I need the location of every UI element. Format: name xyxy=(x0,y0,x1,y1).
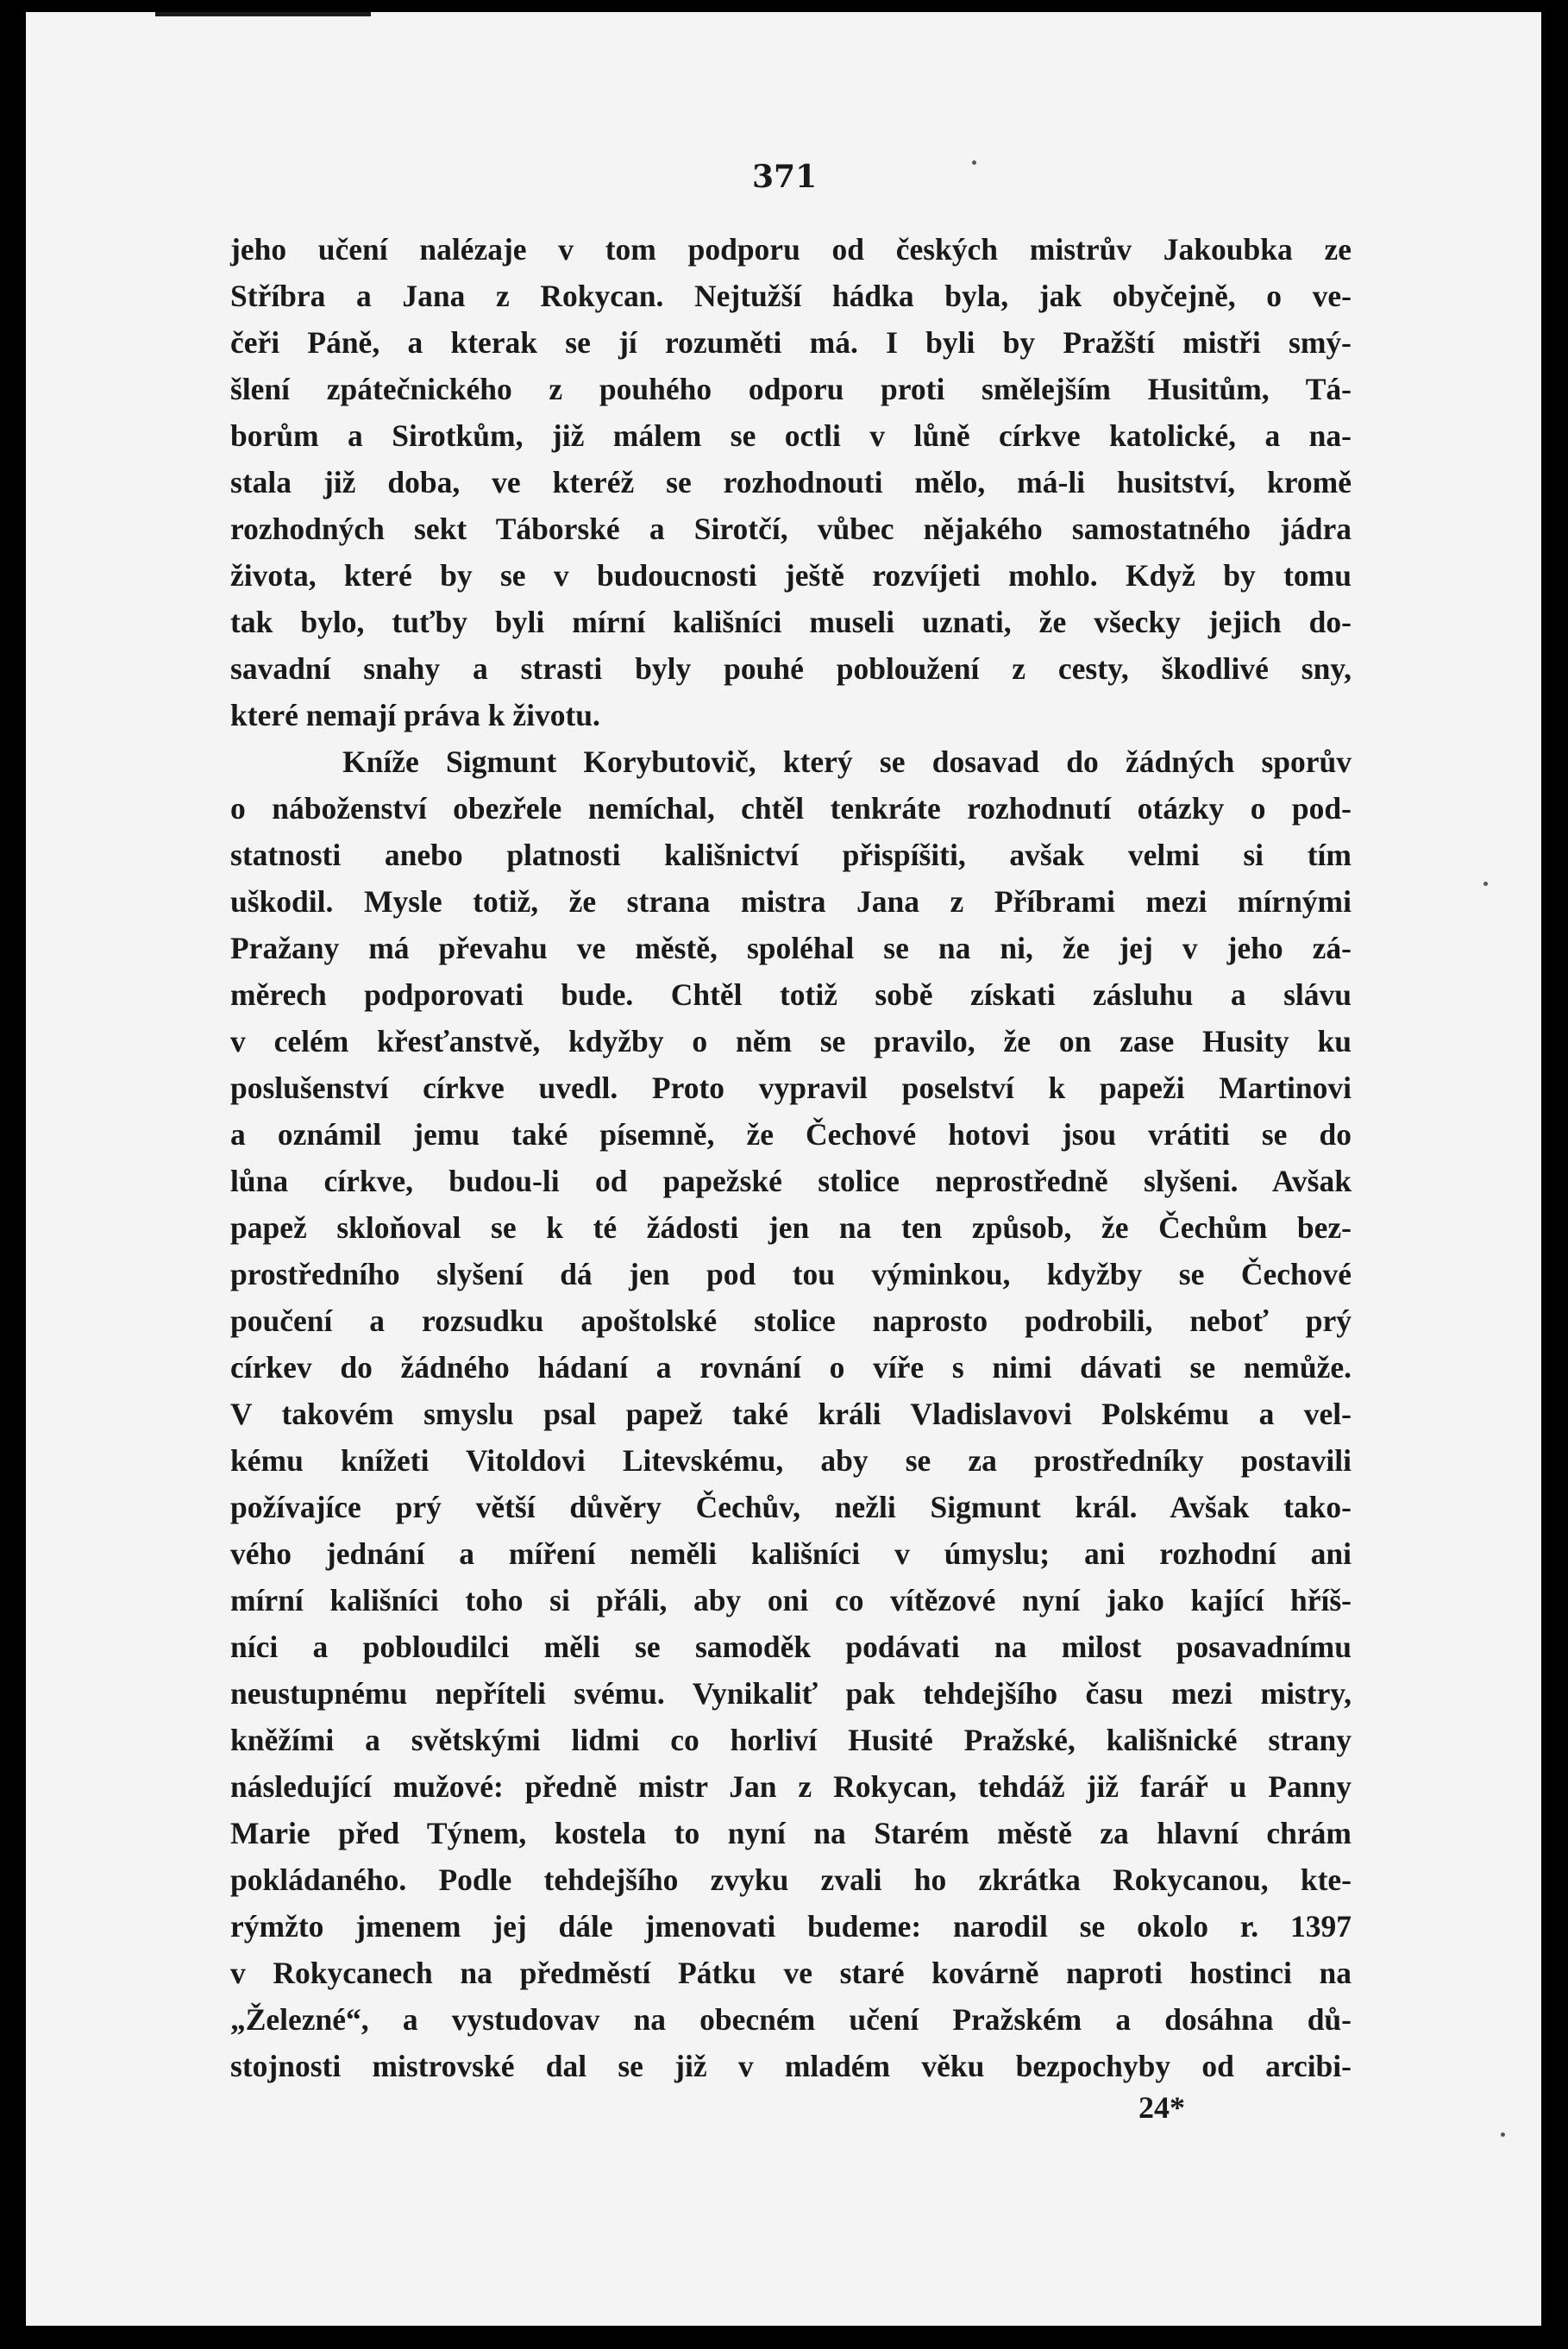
text-line: papež skloňoval se k té žádosti jen na ten způsob, že Čechům bez- xyxy=(230,1210,1352,1245)
text-line: lůna církve, budou-li od papežské stolice neprostředně slyšeni. Avšak xyxy=(230,1164,1352,1198)
text-line: „Železné“, a vystudovav na obecném učení Pražském a dosáhna dů- xyxy=(230,2002,1352,2037)
text-line: statnosti anebo platnosti kališnictví přispíšiti, avšak velmi si tím xyxy=(230,838,1352,872)
text-line: Stříbra a Jana z Rokycan. Nejtužší hádka byla, jak obyčejně, o ve- xyxy=(230,279,1352,313)
text-line: tak bylo, tuťby byli mírní kališníci museli uznati, že všecky jejich do- xyxy=(230,605,1352,639)
signature-mark: 24* xyxy=(1138,2090,1185,2125)
text-line: V takovém smyslu psal papež také králi Vladislavovi Polskému a vel- xyxy=(230,1397,1352,1431)
book-page xyxy=(26,12,1541,2326)
text-line: a oznámil jemu také písemně, že Čechové hotovi jsou vrátiti se do xyxy=(230,1117,1352,1152)
text-line: Pražany má převahu ve městě, spoléhal se na ni, že jej v jeho zá- xyxy=(230,931,1352,965)
text-line: kému knížeti Vitoldovi Litevskému, aby se za prostředníky postavili xyxy=(230,1443,1352,1478)
text-line: šlení zpátečnického z pouhého odporu proti smělejším Husitům, Tá- xyxy=(230,372,1352,406)
text-line: poučení a rozsudku apoštolské stolice naprosto podrobili, neboť prý xyxy=(230,1303,1352,1338)
text-line: Marie před Týnem, kostela to nyní na Starém městě za hlavní chrám xyxy=(230,1816,1352,1850)
text-line: níci a pobloudilci měli se samoděk podávati na milost posavadnímu xyxy=(230,1630,1352,1664)
text-line: jeho učení nalézaje v tom podporu od českých mistrův Jakoubka ze xyxy=(230,232,1352,267)
text-line: borům a Sirotkům, již málem se octli v lůně církve katolické, a na- xyxy=(230,418,1352,453)
text-line: prostředního slyšení dá jen pod tou výminkou, kdyžby se Čechové xyxy=(230,1257,1352,1291)
text-line: uškodil. Mysle totiž, že strana mistra Jana z Příbrami mezi mírnými xyxy=(230,884,1352,919)
text-line: kněžími a světskými lidmi co horliví Husité Pražské, kališnické strany xyxy=(230,1723,1352,1757)
text-line: rýmžto jmenem jej dále jmenovati budeme: narodil se okolo r. 1397 xyxy=(230,1909,1352,1944)
text-line: rozhodných sekt Táborské a Sirotčí, vůbec nějakého samostatného jádra xyxy=(230,512,1352,546)
speck xyxy=(1501,2132,1505,2137)
text-line: požívajíce prý větší důvěry Čechův, nežli Sigmunt král. Avšak tako- xyxy=(230,1490,1352,1524)
text-line: měrech podporovati bude. Chtěl totiž sobě získati zásluhu a slávu xyxy=(230,977,1352,1012)
text-line: stojnosti mistrovské dal se již v mladém věku bezpochyby od arcibi- xyxy=(230,2049,1352,2083)
text-line: vého jednání a míření neměli kališníci v úmyslu; ani rozhodní ani xyxy=(230,1536,1352,1571)
text-line: čeři Páně, a kterak se jí rozuměti má. I byli by Pražští mistři smý- xyxy=(230,325,1352,360)
text-line: v Rokycanech na předměstí Pátku ve staré kovárně naproti hostinci na xyxy=(230,1956,1352,1990)
text-line: o náboženství obezřele nemíchal, chtěl tenkráte rozhodnutí otázky o pod- xyxy=(230,791,1352,826)
paragraph-start-line: Kníže Sigmunt Korybutovič, který se dosavad do žádných sporův xyxy=(342,744,1352,779)
text-line: stala již doba, ve kteréž se rozhodnouti mělo, má-li husitství, kromě xyxy=(230,465,1352,499)
speck xyxy=(972,160,976,165)
scan-edge-mark xyxy=(155,12,371,16)
text-line: poslušenství církve uvedl. Proto vypravil poselství k papeži Martinovi xyxy=(230,1071,1352,1105)
speck xyxy=(1483,882,1488,886)
page-number: 371 xyxy=(752,159,818,195)
text-line: následující mužové: předně mistr Jan z Rokycan, tehdáž již farář u Panny xyxy=(230,1769,1352,1804)
text-line: savadní snahy a strasti byly pouhé pobloužení z cesty, škodlivé sny, xyxy=(230,651,1352,686)
text-line: v celém křesťanstvě, kdyžby o něm se pravilo, že on zase Husity ku xyxy=(230,1024,1352,1058)
text-line: neustupnému nepříteli svému. Vynikaliť pak tehdejšího času mezi mistry, xyxy=(230,1676,1352,1711)
text-line: církev do žádného hádaní a rovnání o víře s nimi dávati se nemůže. xyxy=(230,1350,1352,1385)
paragraph-end-line: které nemají práva k životu. xyxy=(230,698,600,732)
text-line: života, které by se v budoucnosti ještě rozvíjeti mohlo. Když by tomu xyxy=(230,558,1352,593)
text-line: pokládaného. Podle tehdejšího zvyku zvali ho zkrátka Rokycanou, kte- xyxy=(230,1862,1352,1897)
text-line: mírní kališníci toho si přáli, aby oni co vítězové nyní jako kající hříš- xyxy=(230,1583,1352,1617)
